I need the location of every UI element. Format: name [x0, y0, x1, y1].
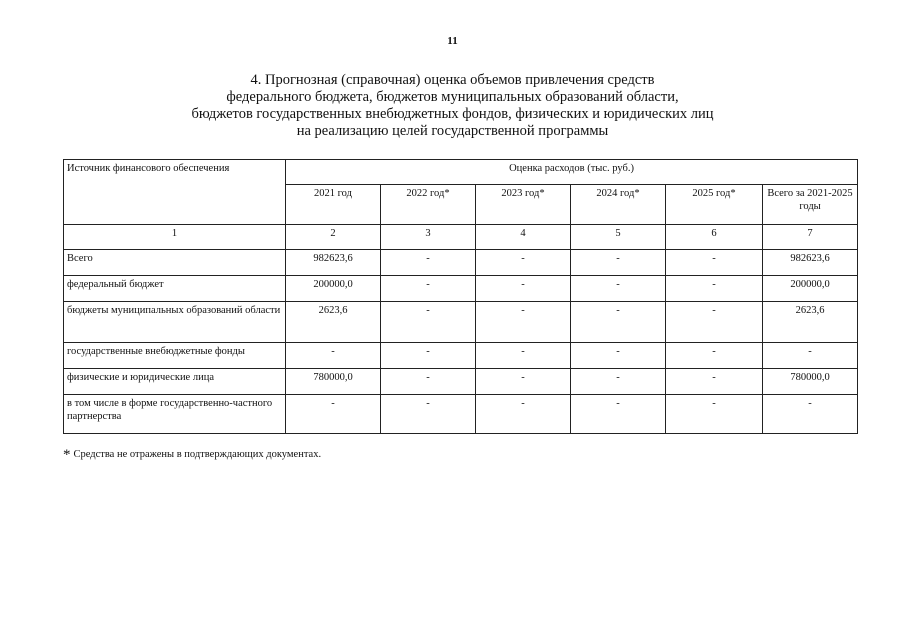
cell-value: - — [666, 276, 763, 302]
title-line: 4. Прогнозная (справочная) оценка объемов привлечения средств — [250, 72, 655, 88]
row-label: бюджеты муниципальных образований области — [64, 302, 286, 343]
table-row — [64, 343, 858, 369]
cell-value: 200000,0 — [286, 276, 381, 302]
cell-value: - — [476, 369, 571, 395]
cell-value: 982623,6 — [763, 250, 858, 276]
cell-value: - — [666, 302, 763, 343]
section-title — [0, 72, 905, 140]
cell-value: - — [381, 369, 476, 395]
cell-value: - — [666, 369, 763, 395]
page-number: 11 — [447, 35, 458, 47]
cell-value: - — [571, 276, 666, 302]
cell-value: - — [763, 343, 858, 369]
cell-value: - — [476, 395, 571, 434]
column-number: 5 — [571, 225, 666, 250]
cell-value: - — [571, 369, 666, 395]
footnote — [63, 447, 321, 464]
estimate-header: Оценка расходов (тыс. руб.) — [286, 160, 858, 185]
cell-value: - — [476, 250, 571, 276]
column-number: 3 — [381, 225, 476, 250]
row-label: физические и юридические лица — [64, 369, 286, 395]
title-line: бюджетов государственных внебюджетных фондов, физических и юридических лиц — [191, 106, 714, 122]
column-number: 2 — [286, 225, 381, 250]
column-number: 4 — [476, 225, 571, 250]
year-header: 2025 год* — [666, 185, 763, 225]
title-line: федерального бюджета, бюджетов муниципальных образований области, — [226, 89, 679, 105]
cell-value: 982623,6 — [286, 250, 381, 276]
cell-value: 780000,0 — [763, 369, 858, 395]
cell-value: - — [286, 395, 381, 434]
row-label: в том числе в форме государственно-частного партнерства — [64, 395, 286, 434]
cell-value: - — [476, 302, 571, 343]
cell-value: - — [571, 395, 666, 434]
cell-value: 2623,6 — [286, 302, 381, 343]
cell-value: - — [666, 395, 763, 434]
column-number: 7 — [763, 225, 858, 250]
row-label: государственные внебюджетные фонды — [64, 343, 286, 369]
cell-value: - — [381, 250, 476, 276]
cell-value: - — [381, 302, 476, 343]
row-label: федеральный бюджет — [64, 276, 286, 302]
total-years-header: Всего за 2021-2025 годы — [763, 185, 858, 225]
cell-value: - — [571, 302, 666, 343]
source-header: Источник финансового обеспечения — [64, 160, 286, 225]
table-row — [64, 250, 858, 276]
title-line: на реализацию целей государственной программы — [296, 123, 609, 139]
column-number-row — [64, 225, 858, 250]
column-number: 6 — [666, 225, 763, 250]
cell-value: 200000,0 — [763, 276, 858, 302]
table-row — [64, 276, 858, 302]
year-header: 2021 год — [286, 185, 381, 225]
cell-value: 2623,6 — [763, 302, 858, 343]
table-row — [64, 395, 858, 434]
cell-value: - — [571, 343, 666, 369]
table-row — [64, 302, 858, 343]
column-number: 1 — [64, 225, 286, 250]
year-header: 2024 год* — [571, 185, 666, 225]
footnote-mark: * — [63, 447, 71, 463]
cell-value: - — [571, 250, 666, 276]
cell-value: - — [476, 276, 571, 302]
row-label: Всего — [64, 250, 286, 276]
cell-value: - — [666, 343, 763, 369]
cell-value: - — [286, 343, 381, 369]
year-header: 2022 год* — [381, 185, 476, 225]
cell-value: - — [666, 250, 763, 276]
cell-value: 780000,0 — [286, 369, 381, 395]
cell-value: - — [381, 343, 476, 369]
year-header: 2023 год* — [476, 185, 571, 225]
cell-value: - — [476, 343, 571, 369]
footnote-text: Средства не отражены в подтверждающих документах. — [73, 449, 322, 460]
cell-value: - — [381, 276, 476, 302]
cell-value: - — [381, 395, 476, 434]
table-row — [64, 369, 858, 395]
cell-value: - — [763, 395, 858, 434]
financing-table — [63, 159, 858, 434]
